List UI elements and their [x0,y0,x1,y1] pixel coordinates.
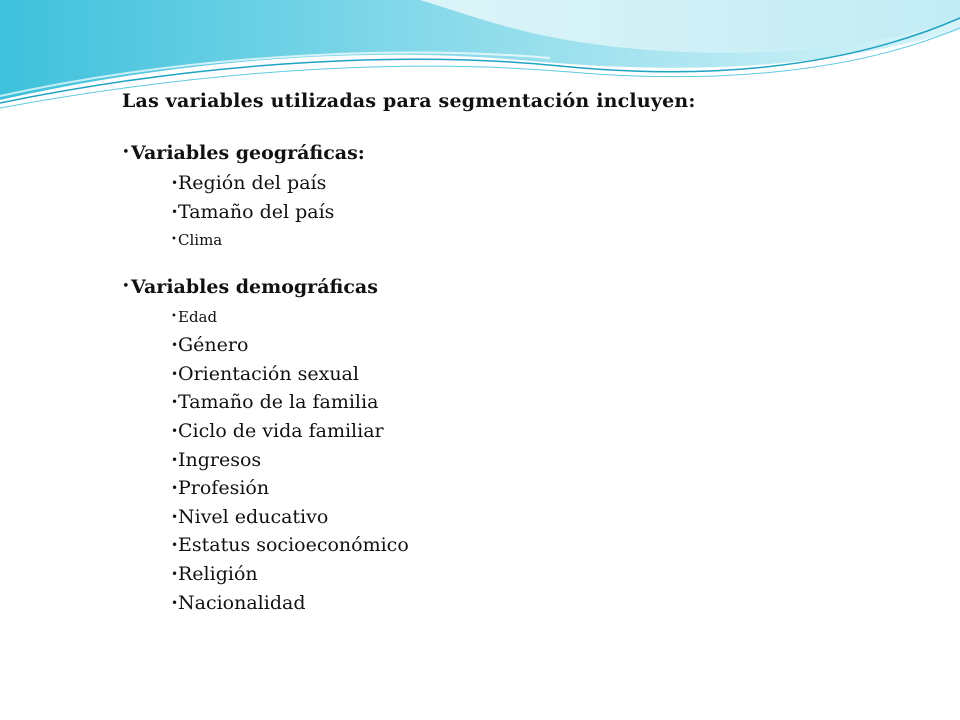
geographic-variables-group [122,140,902,254]
list-item: • Género [172,331,902,360]
list-item: • Edad [172,303,902,331]
list-item: • Tamaño del país [172,198,902,227]
list-item: • Tamaño de la familia [172,388,902,417]
list-item: • Ingresos [172,446,902,475]
demographic-variables-group [122,274,902,617]
list-item: • Nacionalidad [172,589,902,618]
list-item: • Estatus socioeconómico [172,531,902,560]
demographic-variables-title: • Variables demográficas [122,274,902,300]
list-item: • Religión [172,560,902,589]
list-item: • Clima [172,226,902,254]
slide-heading: Las variables utilizadas para segmentación incluyen: [122,90,696,112]
list-item: • Ciclo de vida familiar [172,417,902,446]
list-item: • Región del país [172,169,902,198]
geographic-variables-list [122,169,902,254]
list-item: • Profesión [172,474,902,503]
demographic-variables-list [122,303,902,617]
list-item: • Orientación sexual [172,360,902,389]
list-item: • Nivel educativo [172,503,902,532]
slide-body [122,88,902,637]
geographic-variables-title: • Variables geográficas: [122,140,902,166]
